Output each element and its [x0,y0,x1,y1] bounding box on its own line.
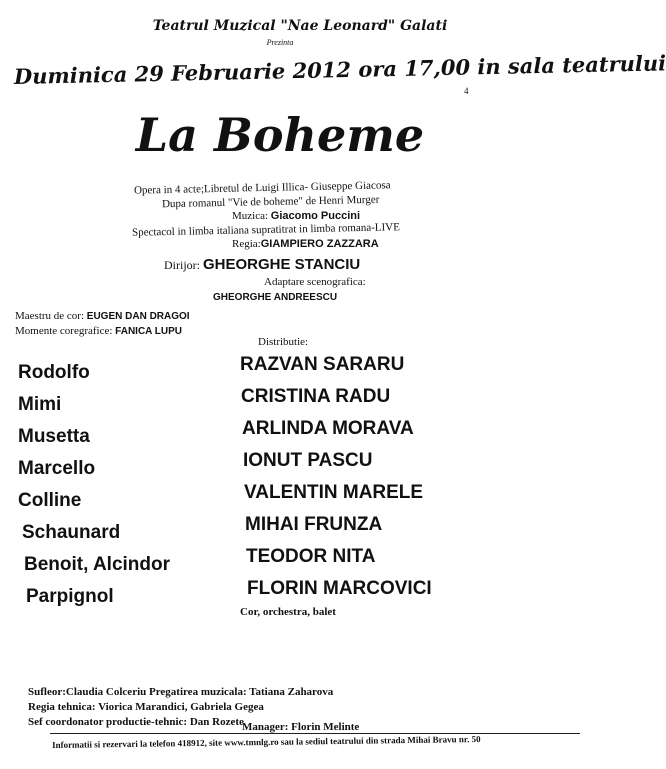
cast-role: Colline [18,490,82,511]
ensemble-note: Cor, orchestra, balet [240,606,336,618]
adaptation-name: GHEORGHE ANDREESCU [213,292,338,303]
date-mark: 4 [464,86,469,96]
cast-role: Schaunard [22,522,121,543]
theatre-name: Teatrul Muzical "Nae Leonard" Galati [152,18,448,34]
cast-actor: FLORIN MARCOVICI [247,578,432,599]
manager-credit: Manager: Florin Melinte [242,721,360,733]
cast-role: Rodolfo [18,362,90,383]
footer-divider [50,733,580,734]
music-credit [232,210,360,222]
direction-credit [232,238,379,250]
direction-label: Regia: [232,238,261,250]
cast-actor: VALENTIN MARELE [244,482,424,503]
novel-source: Dupa romanul "Vie de boheme" de Henri Murger [161,193,380,211]
prompter-credit: Sufleor:Claudia Colceriu Pregatirea muzicala: Tatiana Zaharova [28,686,334,698]
cast-actor: IONUT PASCU [243,450,373,471]
conductor-label: Dirijor: [164,258,200,272]
production-coordinator-credit: Sef coordonator productie-tehnic: Dan Rozete [28,716,244,728]
language-note: Spectacol in limba italiana supratitrat in limba romana-LIVE [131,221,400,239]
chorus-credit [15,310,190,322]
choreography-credit [15,325,182,337]
choreography-label: Momente coregrafice: [15,325,113,337]
cast-role: Parpignol [26,586,114,607]
show-title: La Boheme [135,108,425,162]
conductor-name: GHEORGHE STANCIU [203,256,361,273]
cast-role: Mimi [18,394,62,415]
event-date: Duminica 29 Februarie 2012 ora 17,00 in sala teatrului [13,50,666,89]
cast-actor: ARLINDA MORAVA [242,418,414,439]
presents-label: Prezinta [266,38,294,47]
conductor-credit [164,256,360,273]
music-label: Muzica: [232,210,269,222]
chorus-label: Maestru de cor: [15,310,85,322]
footer-contact-info: Informatii si rezervari la telefon 418912, site www.tmnlg.ro sau la sediul teatrului din strada Mihai Bravu nr. 50 [51,734,481,750]
technical-direction-credit: Regia tehnica: Viorica Marandici, Gabriela Gegea [28,701,264,713]
cast-role: Marcello [18,458,96,479]
director-name: GIAMPIERO ZAZZARA [260,238,379,250]
chorus-master-name: EUGEN DAN DRAGOI [86,311,190,322]
cast-role: Benoit, Alcindor [24,554,171,575]
opera-description: Opera in 4 acte;Libretul de Luigi Illica- Giuseppe Giacosa [133,179,391,197]
choreographer-name: FANICA LUPU [115,326,183,337]
cast-actor: MIHAI FRUNZA [245,514,383,535]
cast-role: Musetta [18,426,90,447]
cast-actor: TEODOR NITA [246,546,376,567]
adaptation-label: Adaptare scenografica: [264,276,366,288]
cast-actor: CRISTINA RADU [241,386,391,407]
cast-heading: Distributie: [258,336,309,348]
cast-actor: RAZVAN SARARU [240,354,405,375]
composer-name: Giacomo Puccini [270,210,361,222]
